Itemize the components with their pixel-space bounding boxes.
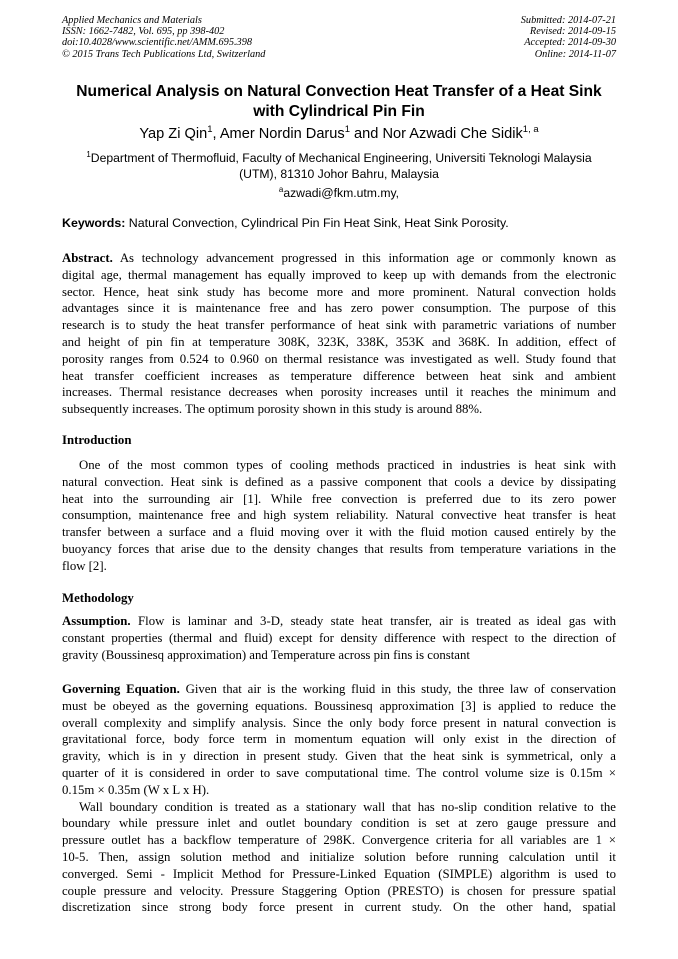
assumption-line: constant properties (thermal and fluid) except for density difference with respect to the direction of [62, 630, 616, 645]
doi-line: doi:10.4028/www.scientific.net/AMM.695.398 [62, 37, 252, 49]
issn-line: ISSN: 1662-7482, Vol. 695, pp 398-402 [62, 26, 225, 38]
abstract-line: advantages since it is maintenance free and has zero power consumption. The purpose of this [62, 301, 616, 316]
submitted-date: Submitted: 2014-07-21 [520, 15, 616, 26]
abstract-line: increases. Thermal resistance decreases when porosity increases until it reaches the minimum and [62, 385, 616, 400]
copyright-line: © 2015 Trans Tech Publications Ltd, Switzerland [62, 48, 266, 60]
governing-line: must be obeyed as the governing equations. Boussinesq approximation [3] is applied to reduce the [62, 698, 616, 713]
governing-paragraph [62, 681, 616, 916]
author-3-affil-mark: 1, a [522, 124, 539, 136]
paper-title [62, 82, 616, 122]
intro-line: transfer between a surface and a fluid moving over it with the fluid motion caused entirely by the [62, 525, 616, 540]
author-3: Nor Azwadi Che Sidik [382, 126, 523, 142]
abstract-line: digital age, thermal management has equally improved to keep up with demands from the electronic [62, 267, 616, 282]
wall-line: couple pressure and velocity. Pressure Staggering Option (PRESTO) is chosen for pressure spatial [62, 883, 616, 898]
submission-dates [521, 15, 616, 60]
introduction-heading: Introduction [62, 433, 132, 447]
assumption-paragraph [62, 613, 616, 663]
keywords-text: Natural Convection, Cylindrical Pin Fin Heat Sink, Heat Sink Porosity. [125, 216, 509, 230]
author-2: Amer Nordin Darus [219, 126, 345, 142]
title-line-2: with Cylindrical Pin Fin [253, 103, 425, 120]
governing-line: gravity, which is in y direction in present study. Given that the heat sink is symmetrical, only a [62, 749, 616, 764]
email-mark: a [278, 184, 284, 194]
keywords-label: Keywords: [62, 216, 126, 230]
assumption-label: Assumption. [62, 614, 131, 628]
intro-line: consumption, maintenance free and high system reliability. Natural convective heat transfer is heat [62, 508, 616, 523]
abstract-line: and height of pin fin at temperature 308K, 323K, 338K, 353K and 368K. In addition, effect of [62, 334, 616, 349]
wall-line: converged. Semi - Implicit Method for Pressure-Linked Equation (SIMPLE) algorithm is used to [62, 866, 616, 881]
revised-date: Revised: 2014-09-15 [529, 26, 616, 38]
assumption-line: gravity (Boussinesq approximation) and Temperature across pin fins is constant [62, 647, 470, 662]
governing-line: overall complexity and simplify analysis. Since the only body force present in natural convection is [62, 715, 616, 730]
wall-line: boundary while pressure inlet and outlet boundary condition is set at zero gauge pressure and [62, 816, 616, 831]
accepted-date: Accepted: 2014-09-30 [524, 37, 616, 49]
assumption-line: Flow is laminar and 3-D, steady state heat transfer, air is treated as ideal gas with [130, 614, 616, 628]
abstract [62, 250, 616, 418]
abstract-line: heat transfer coefficient increases as temperature difference between heat sink and ambient [62, 368, 616, 383]
title-line-1: Numerical Analysis on Natural Convection Heat Transfer of a Heat Sink [76, 83, 602, 100]
email-text: azwadi@fkm.utm.my, [283, 186, 400, 200]
author-2-affil-mark: 1 [344, 124, 350, 136]
journal-name: Applied Mechanics and Materials [62, 15, 202, 26]
abstract-line: sector. Hence, heat sink study has become more and more prominent. Natural convection holds [62, 284, 616, 299]
author-1: Yap Zi Qin [139, 126, 208, 142]
intro-line: buoyancy forces that arise due to the density changes that results from temperature variations in the [62, 541, 616, 556]
governing-label: Governing Equation. [62, 682, 180, 696]
abstract-line: subsequently increases. The optimum porosity shown in this study is around 88%. [62, 402, 483, 417]
wall-line: 10-5. Then, assign solution method and initialize solution before running calculation until it [62, 849, 616, 864]
keywords [62, 215, 616, 231]
governing-line: quarter of it is considered in order to save computational time. The control volume size is 0.15m × [62, 765, 616, 780]
corresponding-email [62, 185, 616, 201]
affiliation-line-2: (UTM), 81310 Johor Bahru, Malaysia [239, 167, 439, 181]
wall-line: discretization since strong body force present in current study. On the other hand, spatial [62, 900, 616, 915]
intro-line: flow [2]. [62, 558, 107, 573]
intro-line: heat into the surrounding air [1]. While free convection is preferred due to its zero power [62, 491, 616, 506]
author-sep-1: , [212, 126, 220, 142]
governing-line: 0.15m × 0.35m (W x L x H). [62, 782, 210, 797]
author-1-affil-mark: 1 [207, 124, 213, 136]
abstract-line: porosity ranges from 0.524 to 0.960 on thermal resistance was investigated as well. Study found that [62, 351, 616, 366]
abstract-line: research is to study the heat transfer performance of heat sink with parametric variations of number [62, 318, 616, 333]
methodology-heading: Methodology [62, 591, 134, 605]
author-sep-2: and [350, 126, 383, 142]
governing-line: gravitational force, body force term in momentum equation will only exist in the direction of [62, 732, 616, 747]
wall-line: pressure outlet has a backflow temperature of 298K. Convergence criteria for all variables are 1 × [62, 833, 616, 848]
affiliation-line-1: Department of Thermofluid, Faculty of Mechanical Engineering, Universiti Teknologi Malaysia [90, 151, 592, 165]
intro-line: One of the most common types of cooling methods practiced in industries is heat sink with [79, 458, 616, 472]
author-list [62, 125, 616, 143]
intro-line: natural convection. Heat sink is defined as a passive component that cools a device by dissipating [62, 474, 616, 489]
wall-line: Wall boundary condition is treated as a stationary wall that has no-slip condition relative to the [79, 799, 616, 814]
journal-info [62, 15, 265, 60]
governing-line: Given that air is the working fluid in this study, the three law of conservation [179, 682, 616, 696]
affiliation-mark: 1 [86, 149, 91, 159]
introduction-body [62, 457, 616, 575]
online-date: Online: 2014-11-07 [534, 48, 616, 60]
abstract-line: As technology advancement progressed in this information age or commonly known as [112, 251, 616, 265]
abstract-label: Abstract. [62, 251, 113, 265]
affiliation [62, 150, 616, 182]
